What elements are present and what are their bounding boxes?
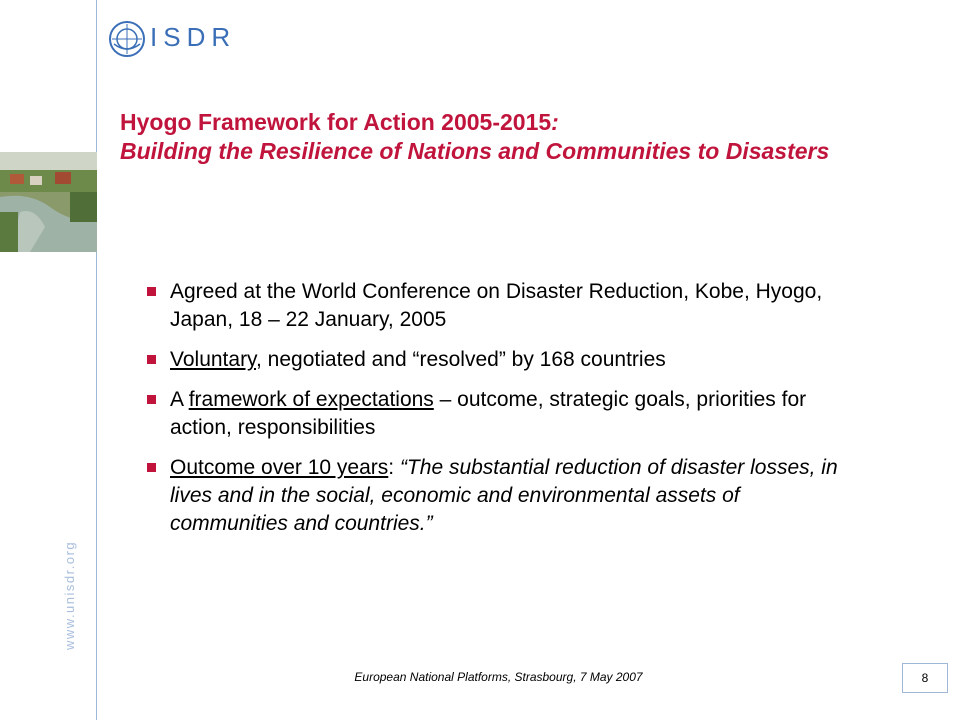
footer-text: European National Platforms, Strasbourg, 7 May 2007 [354, 670, 643, 684]
isdr-logo-text: ISDR [150, 22, 237, 52]
bullet-quote-text: “The substantial reduction of disaster losses, in lives and in the social, economic and environmental assets of communities and countries.” [170, 456, 838, 535]
title-colon: : [551, 109, 559, 135]
bullet-underlined-text: Outcome over 10 years [170, 456, 389, 479]
page-number: 8 [902, 663, 948, 693]
bullet-underlined-text: framework of expectations [188, 388, 434, 411]
bullet-text: , negotiated and “resolved” by 168 countries [256, 348, 666, 371]
un-emblem-icon [108, 20, 146, 58]
title-main: Hyogo Framework for Action 2005-2015 [120, 109, 552, 135]
flood-photo [0, 152, 97, 252]
slide-title [120, 108, 920, 166]
left-divider-line [96, 0, 97, 720]
bullet-item [145, 278, 845, 334]
bullet-text: Agreed at the World Conference on Disaster Reduction, Kobe, Hyogo, Japan, 18 – 22 January, 2005 [170, 280, 823, 331]
bullet-item [145, 346, 845, 374]
website-url: www.unisdr.org [62, 540, 77, 650]
bullet-text: – outcome, strategic goals, priorities for action, responsibilities [170, 388, 807, 439]
bullet-item [145, 386, 845, 442]
square-bullet-icon [147, 287, 156, 296]
title-subtitle: Building the Resilience of Nations and Communities to Disasters [120, 138, 830, 164]
title-line-1 [120, 108, 920, 137]
square-bullet-icon [147, 463, 156, 472]
isdr-logo [108, 18, 237, 62]
bullet-underlined-text: Voluntary [170, 348, 256, 371]
bullet-colon: : [388, 456, 400, 479]
bullet-prefix: A [170, 388, 189, 411]
square-bullet-icon [147, 395, 156, 404]
square-bullet-icon [147, 355, 156, 364]
bullet-list [145, 278, 845, 550]
bullet-item [145, 454, 845, 538]
